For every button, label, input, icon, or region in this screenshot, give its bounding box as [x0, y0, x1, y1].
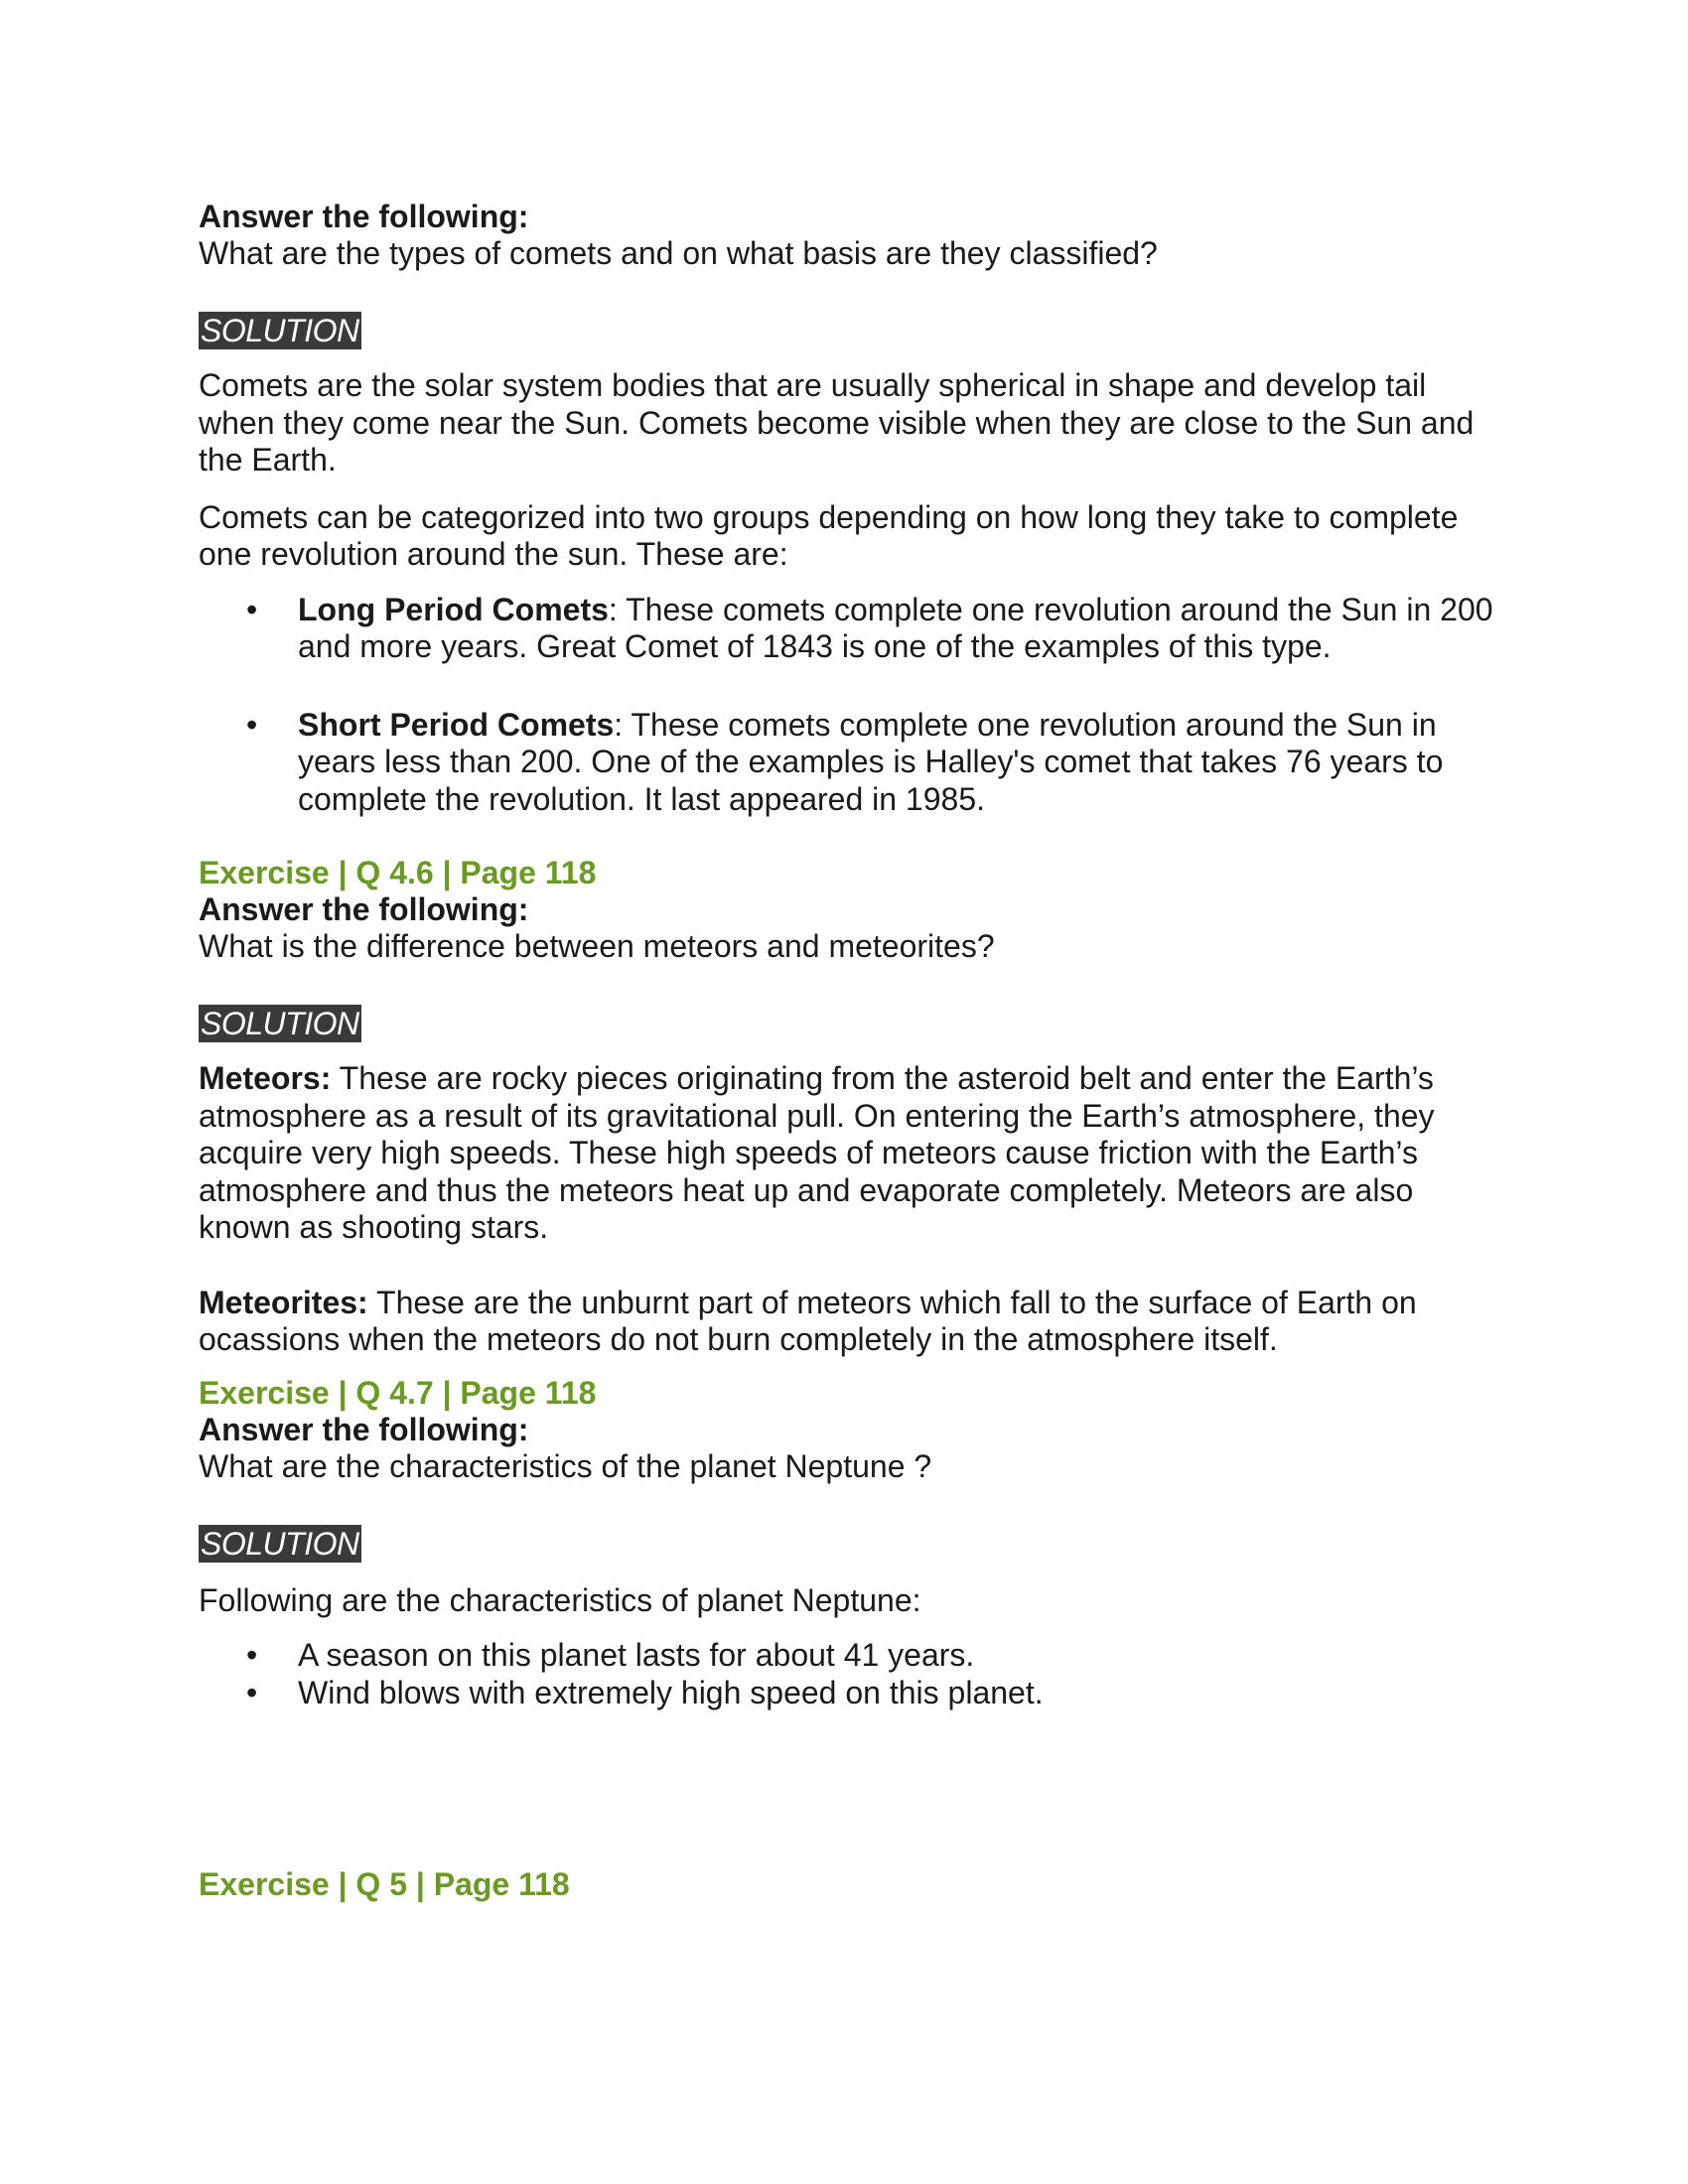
answer-heading: Answer the following: — [199, 1411, 529, 1447]
solution-paragraph — [199, 1060, 1499, 1247]
meteorites-term: Meteorites: — [199, 1284, 368, 1320]
exercise-heading: Exercise | Q 5 | Page 118 — [199, 1866, 570, 1902]
list-item — [199, 707, 1499, 819]
list-item-text: A season on this planet lasts for about 41 years. — [298, 1637, 975, 1673]
list-item — [199, 1675, 1499, 1712]
exercise-heading: Exercise | Q 4.6 | Page 118 — [199, 855, 597, 890]
solution-label: SOLUTION — [201, 1525, 359, 1562]
question-text: What are the types of comets and on what basis are they classified? — [199, 235, 1158, 271]
list-item-text: Wind blows with extremely high speed on this planet. — [298, 1674, 1044, 1710]
page-content — [199, 199, 1499, 1903]
solution-paragraph: Comets are the solar system bodies that are usually spherical in shape and develop tail when they come near the Sun. Comets become visible when they are close to the Sun and the Earth. — [199, 367, 1475, 478]
question-text: What are the characteristics of the planet Neptune ? — [199, 1447, 932, 1484]
list-item — [199, 592, 1499, 666]
solution-paragraph: Comets can be categorized into two groups depending on how long they take to complete one revolution around the sun. These are: — [199, 498, 1459, 572]
question-text: What is the difference between meteors and meteorites? — [199, 928, 995, 964]
solution-paragraph — [199, 1285, 1499, 1359]
solution-paragraph: Following are the characteristics of planet Neptune: — [199, 1581, 921, 1618]
bullet-icon: • — [246, 1637, 258, 1673]
list-item-text: : These comets complete one revolution around the Sun in 200 and more years. Great Comet of 1843 is one of the examples of this type. — [298, 591, 1493, 664]
meteorites-text: These are the unburnt part of meteors which fall to the surface of Earth on ocassions when the meteors do not burn completely in the atmosphere itself. — [199, 1284, 1417, 1357]
solution-label: SOLUTION — [201, 1006, 359, 1041]
neptune-characteristics-list — [199, 1637, 1499, 1711]
exercise-heading: Exercise | Q 4.7 | Page 118 — [199, 1374, 597, 1411]
bullet-icon: • — [246, 591, 258, 627]
comet-types-list — [199, 592, 1499, 819]
answer-heading: Answer the following: — [199, 199, 529, 234]
answer-heading: Answer the following: — [199, 891, 529, 927]
list-item — [199, 1637, 1499, 1675]
bullet-icon: • — [246, 706, 258, 743]
meteors-term: Meteors: — [199, 1060, 332, 1096]
meteors-text: These are rocky pieces originating from the asteroid belt and enter the Earth’s atmosphere as a result of its gravitational pull. On entering the Earth’s atmosphere, they acquire very high speeds. These high speeds of meteors cause friction with the Earth’s atmosphere and thus the meteors heat up and evaporate completely. Meteors are also known as shooting stars. — [199, 1060, 1435, 1245]
solution-label: SOLUTION — [201, 313, 359, 348]
list-item-term: Short Period Comets — [298, 706, 615, 743]
list-item-text: : These comets complete one revolution around the Sun in years less than 200. One of the examples is Halley's comet that takes 76 years to complete the revolution. It last appeared in 1985. — [298, 706, 1444, 817]
list-item-term: Long Period Comets — [298, 591, 609, 627]
bullet-icon: • — [246, 1674, 258, 1710]
